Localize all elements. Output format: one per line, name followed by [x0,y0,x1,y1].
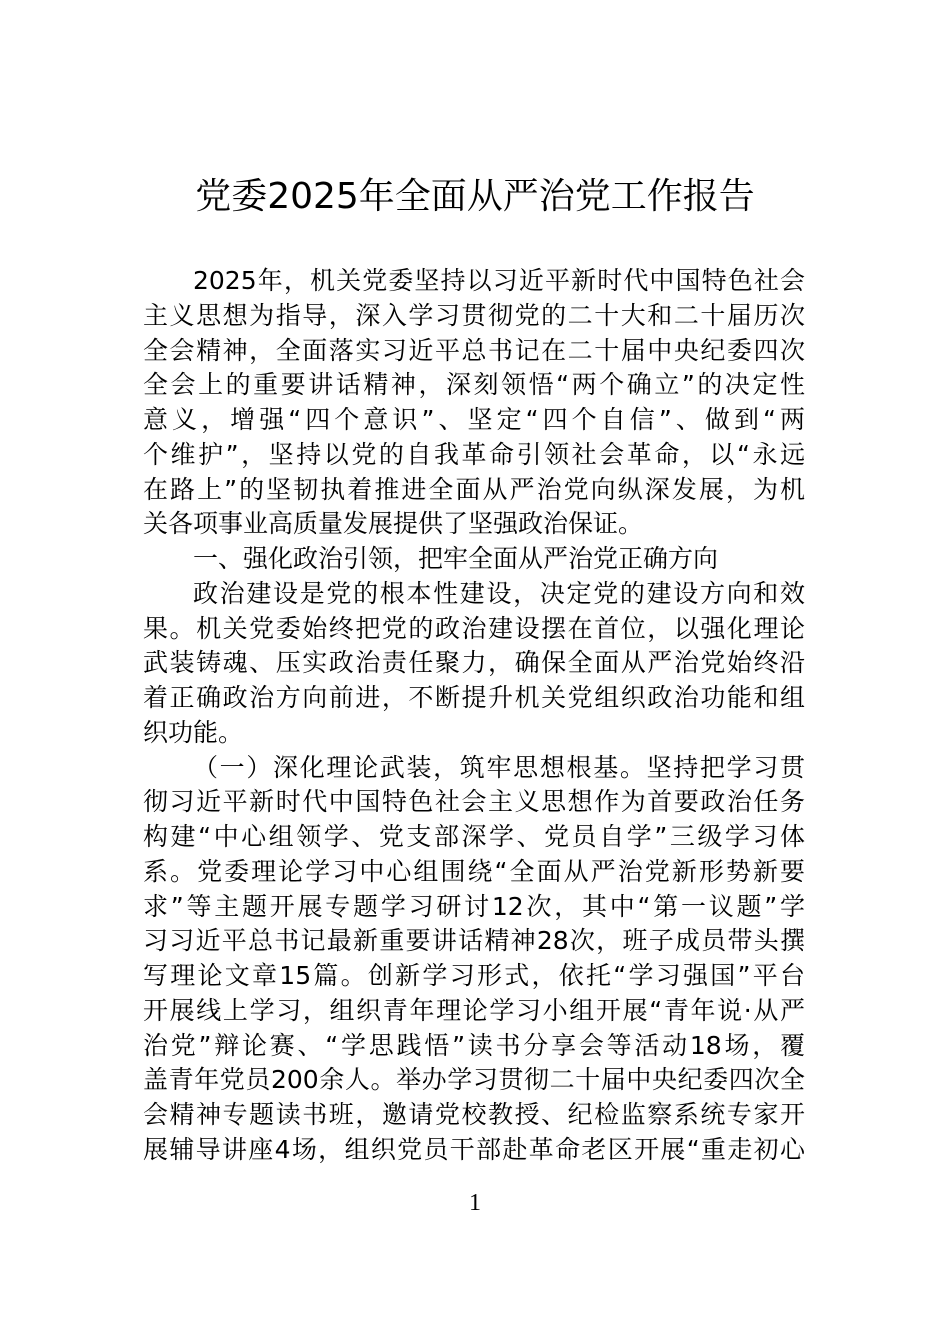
text-line: 果。机关党委始终把党的政治建设摆在首位，以强化理论 [143,613,805,643]
paragraph [143,264,805,542]
text-line: 政治建设是党的根本性建设，决定党的建设方向和效 [193,578,805,608]
document-title: 党委2025年全面从严治党工作报告 [195,176,755,217]
text-line: 系。党委理论学习中心组围绕“全面从严治党新形势新要 [143,856,805,886]
paragraph [143,542,805,577]
text-line: 全会精神，全面落实习近平总书记在二十届中央纪委四次 [143,335,805,365]
document-body [143,264,805,1168]
paragraph [143,751,805,1168]
text-line: 构建“中心组领学、党支部深学、党员自学”三级学习体 [143,822,805,851]
text-line: 求”等主题开展专题学习研讨12次，其中“第一议题”学 [143,891,805,921]
text-line: 在路上”的坚韧执着推进全面从严治党向纵深发展，为机 [143,474,805,504]
text-line: 治党”辩论赛、“学思践悟”读书分享会等活动18场，覆 [143,1030,805,1060]
text-line: 会精神专题读书班，邀请党校教授、纪检监察系统专家开 [143,1100,805,1129]
paragraph [143,577,805,751]
text-line: 开展线上学习，组织青年理论学习小组开展“青年说·从严 [143,995,805,1025]
page-number: 1 [469,1190,481,1216]
text-line: （一）深化理论武装，筑牢思想根基。坚持把学习贯 [193,752,805,782]
text-line: 个维护”，坚持以党的自我革命引领社会革命，以“永远 [143,439,805,469]
text-line: 展辅导讲座4场，组织党员干部赴革命老区开展“重走初心 [143,1134,805,1164]
text-line: 习习近平总书记最新重要讲话精神28次，班子成员带头撰 [143,926,805,956]
text-line: 2025年，机关党委坚持以习近平新时代中国特色社会 [193,266,805,295]
text-line: 彻习近平新时代中国特色社会主义思想作为首要政治任务 [143,787,805,817]
text-line: 意义，增强“四个意识”、坚定“四个自信”、做到“两 [143,405,805,434]
text-line: 武装铸魂、压实政治责任聚力，确保全面从严治党始终沿 [143,648,805,678]
text-line: 着正确政治方向前进，不断提升机关党组织政治功能和组 [143,683,805,712]
text-line: 织功能。 [143,717,244,747]
text-line: 写理论文章15篇。创新学习形式，依托“学习强国”平台 [143,961,805,990]
text-line: 盖青年党员200余人。举办学习贯彻二十届中央纪委四次全 [143,1065,805,1095]
text-line: 主义思想为指导，深入学习贯彻党的二十大和二十届历次 [143,300,805,330]
text-line: 全会上的重要讲话精神，深刻领悟“两个确立”的决定性 [143,370,805,400]
text-line: 关各项事业高质量发展提供了坚强政治保证。 [143,509,644,539]
text-line: 一、强化政治引领，把牢全面从严治党正确方向 [193,544,719,573]
